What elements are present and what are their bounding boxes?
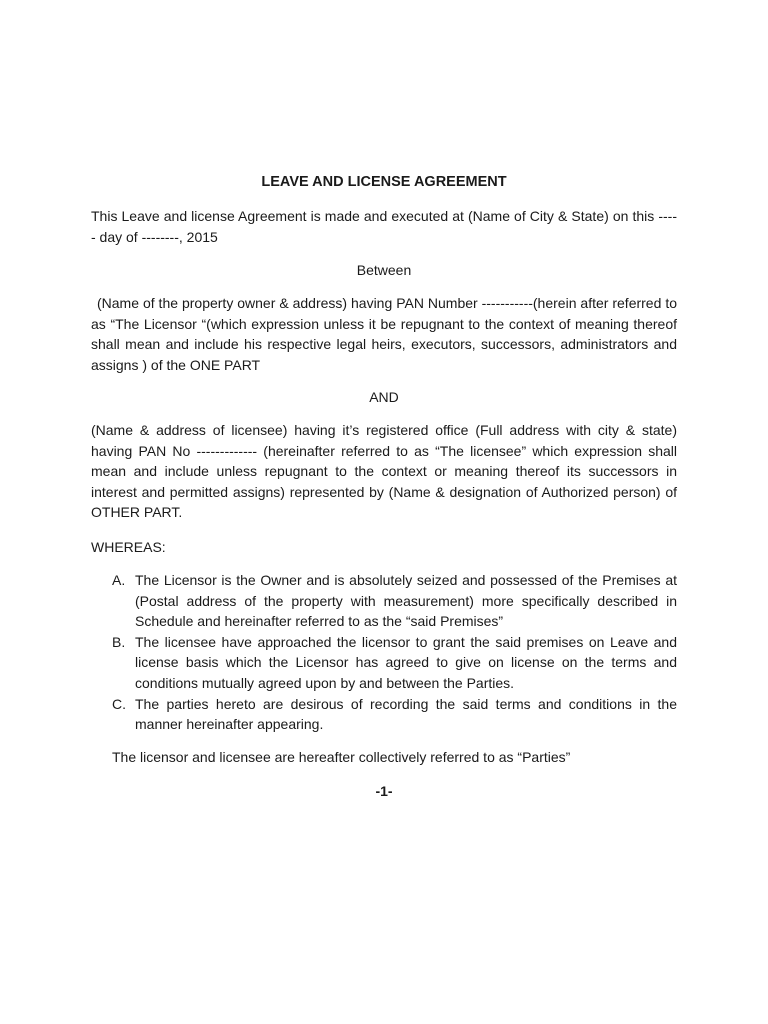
recital-item [112,632,677,694]
licensor-paragraph: (Name of the property owner & address) having PAN Number -----------(herein after referred to as “The Licensor “(which expression unless it be repugnant to the context of meaning thereof shall mean and include his respective legal heirs, executors, successors, administrators and assigns ) of the ONE PART [91,295,677,373]
and-heading: AND [369,389,399,405]
recital-marker: C. [112,695,126,712]
page-number: -1- [375,783,393,799]
document-title: LEAVE AND LICENSE AGREEMENT [261,174,507,190]
parties-note: The licensor and licensee are hereafter collectively referred to as “Parties” [112,749,571,765]
recital-marker: A. [112,572,126,588]
recital-text: The parties hereto are desirous of recording the said terms and conditions in the manner hereinafter appearing. [135,695,677,733]
recital-item [112,570,677,632]
recital-item [112,694,677,735]
licensee-paragraph: (Name & address of licensee) having it’s registered office (Full address with city & state) having PAN No ------------- (hereinafter referred to as “The licensee” which expression shall mean and include unless repugnant to the context or meaning thereof its successors in interest and permitted assigns) represented by (Name & designation of Authorized person) of OTHER PART. [91,422,677,521]
recitals-list [112,570,677,735]
between-heading: Between [356,262,412,278]
intro-paragraph: This Leave and license Agreement is made and executed at (Name of City & State) on this ----- day of --------, 2015 [91,208,677,245]
recital-marker: B. [112,633,126,650]
recital-text: The Licensor is the Owner and is absolutely seized and possessed of the Premises at (Postal address of the property with measurement) more specifically described in Schedule and hereinafter referred to as the “said Premises” [135,572,677,630]
recital-text: The licensee have approached the licensor to grant the said premises on Leave and license basis which the Licensor has agreed to give on license on the terms and conditions mutually agreed upon by and between the Parties. [135,633,677,691]
whereas-heading: WHEREAS: [91,539,166,555]
